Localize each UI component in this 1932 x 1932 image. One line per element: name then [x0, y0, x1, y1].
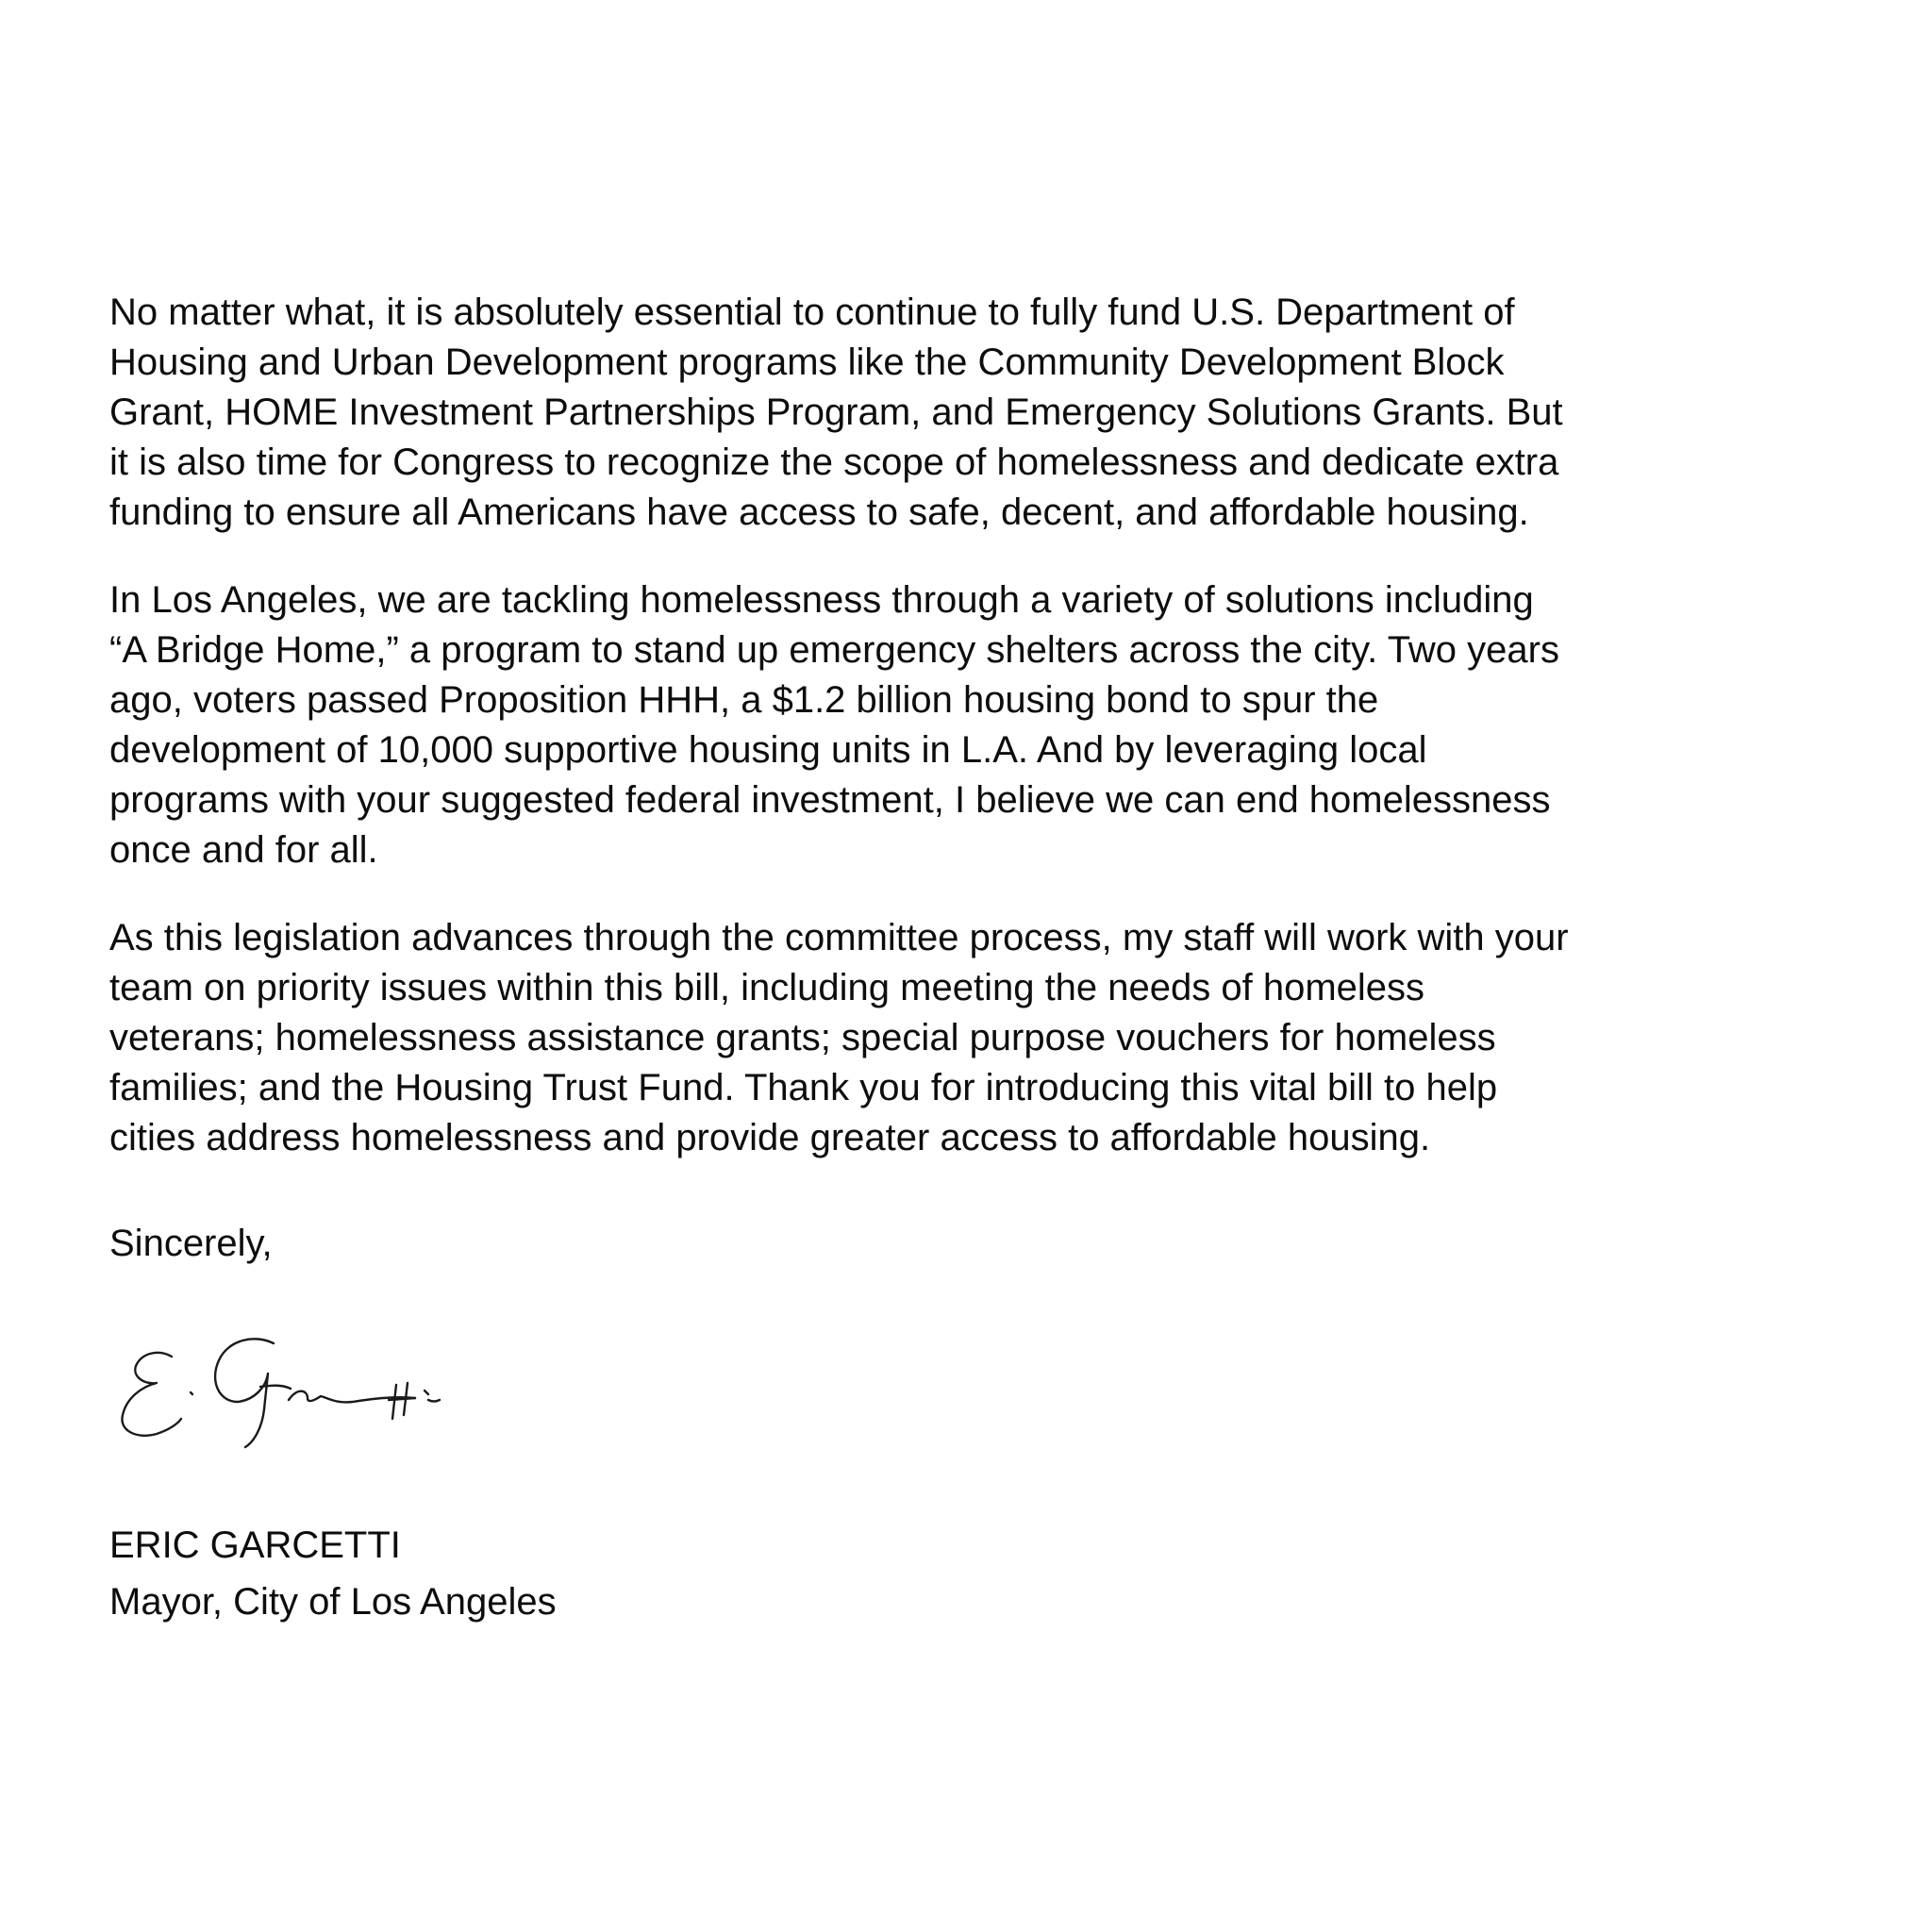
paragraph-line: families; and the Housing Trust Fund. Thank you for introducing this vital bill to help: [109, 1067, 1498, 1108]
paragraph-line: Housing and Urban Development programs like the Community Development Block: [109, 341, 1505, 383]
paragraph-funding: [109, 288, 1883, 538]
paragraph-line: In Los Angeles, we are tackling homelessness through a variety of solutions including: [109, 579, 1534, 621]
paragraph-line: programs with your suggested federal investment, I believe we can end homelessness: [109, 779, 1551, 821]
signature-icon: [113, 1332, 462, 1455]
paragraph-line: ago, voters passed Proposition HHH, a $1.2 billion housing bond to spur the: [109, 679, 1379, 721]
paragraph-line: Grant, HOME Investment Partnerships Program, and Emergency Solutions Grants. But: [109, 391, 1563, 433]
paragraph-line: cities address homelessness and provide greater access to affordable housing.: [109, 1117, 1431, 1158]
paragraph-line: “A Bridge Home,” a program to stand up emergency shelters across the city. Two years: [109, 629, 1559, 671]
signer-title: Mayor, City of Los Angeles: [109, 1581, 557, 1623]
paragraph-line: once and for all.: [109, 829, 378, 871]
closing-salutation: Sincerely,: [109, 1223, 273, 1264]
letter-body: [109, 288, 1883, 1163]
paragraph-line: it is also time for Congress to recognize the scope of homelessness and dedicate extra: [109, 441, 1559, 483]
paragraph-line: development of 10,000 supportive housing units in L.A. And by leveraging local: [109, 729, 1427, 771]
paragraph-line: No matter what, it is absolutely essential to continue to fully fund U.S. Department of: [109, 291, 1515, 333]
paragraph-los-angeles: [109, 575, 1883, 875]
paragraph-line: As this legislation advances through the committee process, my staff will work with your: [109, 917, 1569, 958]
signer-block: [109, 1517, 557, 1630]
paragraph-legislation: [109, 913, 1883, 1163]
signer-name: ERIC GARCETTI: [109, 1524, 401, 1566]
paragraph-line: veterans; homelessness assistance grants; special purpose vouchers for homeless: [109, 1017, 1496, 1058]
paragraph-line: funding to ensure all Americans have access to safe, decent, and affordable housing.: [109, 491, 1529, 533]
paragraph-line: team on priority issues within this bill, including meeting the needs of homeless: [109, 967, 1425, 1008]
